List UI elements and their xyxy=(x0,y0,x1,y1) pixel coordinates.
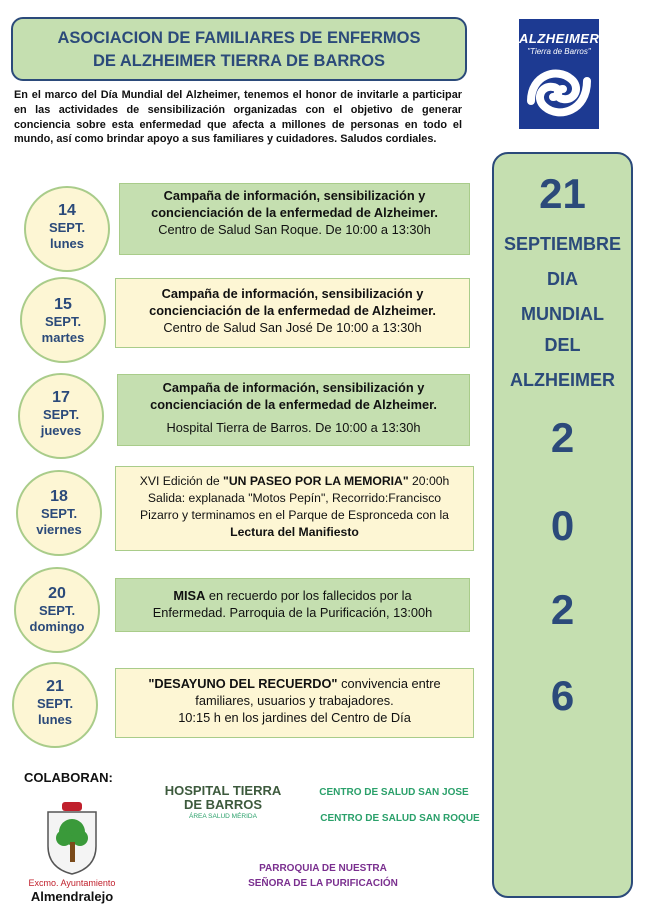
date-weekday: martes xyxy=(41,330,85,345)
hospital-logo xyxy=(150,784,296,821)
coat-of-arms-icon xyxy=(26,800,118,878)
intro-paragraph: En el marco del Día Mundial del Alzheimer, tenemos el honor de invitarle a participar en las actividades de sensibilización organizadas con el objetivo de generar conciencia sobre esta enfermedad que afecta a millones de personas en todo el mundo, así como brindar apoyo a sus familiares y cuidadores. Saludos cordiales. xyxy=(14,89,462,146)
date-month: SEPT. xyxy=(40,506,78,521)
date-circle-14 xyxy=(24,186,110,272)
header-title-box xyxy=(11,17,467,81)
ayuntamiento-line1: Excmo. Ayuntamiento xyxy=(28,878,116,888)
header-title-line2: DE ALZHEIMER TIERRA DE BARROS xyxy=(92,52,386,70)
panel-month: SEPTIEMBRE xyxy=(503,234,622,254)
event-title-line1: Campaña de información, sensibilización y xyxy=(162,380,425,395)
centro-salud-san-jose: CENTRO DE SALUD SAN JOSE xyxy=(319,787,469,798)
event-desc-line2: familiares, usuarios y trabajadores. xyxy=(195,693,394,708)
event-title-line2: concienciación de la enfermedad de Alzheimer. xyxy=(151,205,438,220)
event-title-pre: XVI Edición de xyxy=(139,474,224,488)
panel-year-digit-3: 2 xyxy=(550,586,575,633)
panel-day: 21 xyxy=(539,170,586,217)
world-day-panel xyxy=(492,152,633,898)
event-title-bold: MISA xyxy=(173,588,206,603)
event-title-line1 xyxy=(116,675,473,692)
date-weekday: viernes xyxy=(36,522,82,537)
panel-mundial: MUNDIAL xyxy=(521,304,604,324)
event-route-line2: Pizarro y terminamos en el Parque de Espronceda con la xyxy=(140,508,449,522)
date-circle-15 xyxy=(20,277,106,363)
event-location: Enfermedad. Parroquia de la Purificación, 13:00h xyxy=(152,605,433,620)
event-title-time: 20:00h xyxy=(408,474,450,488)
panel-del: DEL xyxy=(544,335,581,355)
date-day: 17 xyxy=(52,389,70,406)
event-title-line1: Campaña de información, sensibilización y xyxy=(161,286,424,301)
event-title-rest: en recuerdo por los fallecidos por la xyxy=(205,588,412,603)
panel-year-digit-4: 6 xyxy=(550,672,575,719)
parroquia-logo xyxy=(228,861,418,891)
event-title-rest: convivencia entre xyxy=(337,676,441,691)
event-location: Hospital Tierra de Barros. De 10:00 a 13:30h xyxy=(166,420,421,435)
event-title-line2: concienciación de la enfermedad de Alzheimer. xyxy=(149,303,436,318)
panel-year-digit-2: 0 xyxy=(550,502,575,549)
event-title-bold: "UN PASEO POR LA MEMORIA" xyxy=(223,474,409,488)
event-card-20 xyxy=(115,578,470,632)
date-month: SEPT. xyxy=(48,220,86,235)
date-circle-18 xyxy=(16,470,102,556)
date-circle-17 xyxy=(18,373,104,459)
logo-swirl-icon xyxy=(519,19,599,129)
event-title-bold: "DESAYUNO DEL RECUERDO" xyxy=(148,676,338,691)
event-route-line1: Salida: explanada "Motos Pepín", Recorrido:Francisco xyxy=(147,491,442,505)
date-day: 21 xyxy=(46,678,64,695)
event-route-line3: Lectura del Manifiesto xyxy=(230,525,359,539)
logo-text-tierra-de-barros: "Tierra de Barros" xyxy=(527,47,591,56)
alzheimer-logo xyxy=(519,19,599,129)
panel-year-digit-1: 2 xyxy=(550,414,575,461)
date-month: SEPT. xyxy=(36,696,74,711)
hospital-line3: ÁREA SALUD MÉRIDA xyxy=(189,813,257,820)
header-title-line1: ASOCIACION DE FAMILIARES DE ENFERMOS xyxy=(57,29,421,47)
colaboran-label: COLABORAN: xyxy=(24,770,113,785)
parroquia-line2: SEÑORA DE LA PURIFICACIÓN xyxy=(248,878,398,889)
logo-text-alzheimer: ALZHEIMER xyxy=(519,31,600,46)
event-card-21 xyxy=(115,668,474,738)
ayuntamiento-logo xyxy=(26,800,118,910)
event-card-14 xyxy=(119,183,470,255)
date-circle-21 xyxy=(12,662,98,748)
date-month: SEPT. xyxy=(42,407,80,422)
event-location: Centro de Salud San José De 10:00 a 13:30h xyxy=(163,320,422,335)
event-location: Centro de Salud San Roque. De 10:00 a 13:30h xyxy=(158,222,431,237)
hospital-line1: HOSPITAL TIERRA xyxy=(164,783,282,798)
date-month: SEPT. xyxy=(38,603,76,618)
parroquia-line1: PARROQUIA DE NUESTRA xyxy=(259,863,387,874)
event-card-18 xyxy=(115,466,474,551)
date-circle-20 xyxy=(14,567,100,653)
event-title-line1: Campaña de información, sensibilización y xyxy=(163,188,426,203)
date-day: 15 xyxy=(54,296,72,313)
event-card-15 xyxy=(115,278,470,348)
event-title-line2: concienciación de la enfermedad de Alzheimer. xyxy=(150,397,437,412)
panel-dia: DIA xyxy=(547,269,578,289)
hospital-line2: DE BARROS xyxy=(183,797,262,812)
date-month: SEPT. xyxy=(44,314,82,329)
date-day: 20 xyxy=(48,585,66,602)
event-desc-line3: 10:15 h en los jardines del Centro de Día xyxy=(178,710,411,725)
panel-alzheimer: ALZHEIMER xyxy=(510,370,615,390)
date-weekday: lunes xyxy=(38,712,72,727)
ayuntamiento-line2: Almendralejo xyxy=(30,889,114,904)
date-weekday: jueves xyxy=(40,423,82,438)
date-day: 18 xyxy=(50,488,68,505)
event-title-line1 xyxy=(116,473,473,490)
date-weekday: lunes xyxy=(50,236,84,251)
centro-salud-san-roque: CENTRO DE SALUD SAN ROQUE xyxy=(320,813,480,824)
date-day: 14 xyxy=(58,202,76,219)
event-card-17 xyxy=(117,374,470,446)
date-weekday: domingo xyxy=(29,619,85,634)
event-title-line1 xyxy=(116,587,469,604)
